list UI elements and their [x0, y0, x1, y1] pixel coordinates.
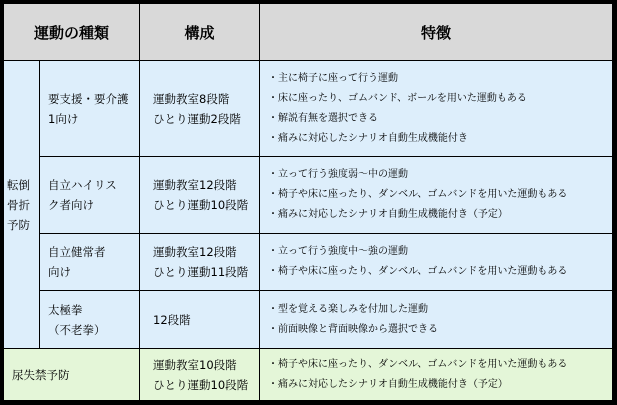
- composition-line: 運動教室8段階: [153, 91, 230, 106]
- header-row: [4, 4, 613, 61]
- feature-item: ・椅子や床に座ったり、ダンベル、ゴムバンドを用いた運動もある: [268, 189, 568, 200]
- composition-cell: [140, 234, 260, 291]
- exercise-table-frame: [3, 3, 612, 400]
- exercise-name-line: ク者向け: [48, 198, 94, 212]
- table-row: [4, 349, 613, 401]
- exercise-name-line: 要支援・要介護: [48, 91, 129, 106]
- feature-item: ・椅子や床に座ったり、ダンベル、ゴムバンドを用いた運動もある: [268, 266, 568, 277]
- exercise-name-line: 向け: [48, 265, 71, 279]
- feature-item: ・主に椅子に座って行う運動: [268, 72, 399, 84]
- feature-item: ・解説有無を選択できる: [268, 112, 379, 124]
- incontinence-prevention-category: 尿失禁予防: [4, 349, 140, 401]
- category-label-line: 骨折: [7, 197, 30, 212]
- table-row: [4, 61, 613, 157]
- exercise-name-line: 自立ハイリス: [48, 178, 117, 192]
- exercise-name-line: 自立健常者: [48, 245, 106, 259]
- feature-item: ・立って行う強度中〜強の運動: [268, 246, 409, 257]
- header-composition: 構成: [140, 4, 260, 61]
- exercise-name-cell: [40, 157, 140, 234]
- header-features: 特徴: [260, 4, 613, 61]
- features-cell: [260, 61, 613, 157]
- table-row: [4, 291, 613, 349]
- feature-item: ・痛みに対応したシナリオ自動生成機能付き: [268, 132, 468, 144]
- exercise-name-line: 1向け: [48, 111, 79, 126]
- features-cell: [260, 291, 613, 349]
- composition-line: ひとり運動2段階: [153, 111, 241, 126]
- composition-cell: [140, 291, 260, 349]
- exercise-name-cell: [40, 291, 140, 349]
- category-label-line: 転倒: [7, 177, 30, 192]
- composition-line: 運動教室12段階: [153, 178, 237, 192]
- features-cell: [260, 349, 613, 401]
- feature-item: ・痛みに対応したシナリオ自動生成機能付き（予定）: [268, 209, 508, 220]
- feature-item: ・前面映像と背面映像から選択できる: [268, 323, 439, 335]
- features-cell: [260, 157, 613, 234]
- features-cell: [260, 234, 613, 291]
- composition-cell: [140, 349, 260, 401]
- composition-cell: [140, 61, 260, 157]
- feature-item: ・床に座ったり、ゴムバンド、ボールを用いた運動もある: [268, 92, 527, 104]
- exercise-name-cell: [40, 61, 140, 157]
- exercise-name-cell: [40, 234, 140, 291]
- table-row: [4, 157, 613, 234]
- exercise-name-line: 太極拳: [48, 302, 83, 317]
- exercise-types-table: [3, 3, 613, 401]
- exercise-name-line: （不老拳）: [48, 322, 106, 337]
- composition-cell: [140, 157, 260, 234]
- feature-item: ・立って行う強度弱〜中の運動: [268, 169, 409, 180]
- feature-item: ・痛みに対応したシナリオ自動生成機能付き（予定）: [268, 378, 508, 390]
- composition-line: ひとり運動10段階: [153, 198, 249, 212]
- category-label-line: 予防: [7, 217, 30, 232]
- feature-item: ・型を覚える楽しみを付加した運動: [268, 303, 429, 315]
- composition-line: ひとり運動10段階: [153, 377, 249, 392]
- fall-prevention-category: [4, 61, 40, 349]
- feature-item: ・椅子や床に座ったり、ダンベル、ゴムバンドを用いた運動もある: [268, 358, 568, 370]
- composition-line: 12段階: [153, 312, 191, 327]
- composition-line: ひとり運動11段階: [153, 265, 249, 279]
- composition-line: 運動教室12段階: [153, 245, 237, 259]
- table-row: [4, 234, 613, 291]
- header-exercise-type: 運動の種類: [4, 4, 140, 61]
- composition-line: 運動教室10段階: [153, 357, 237, 372]
